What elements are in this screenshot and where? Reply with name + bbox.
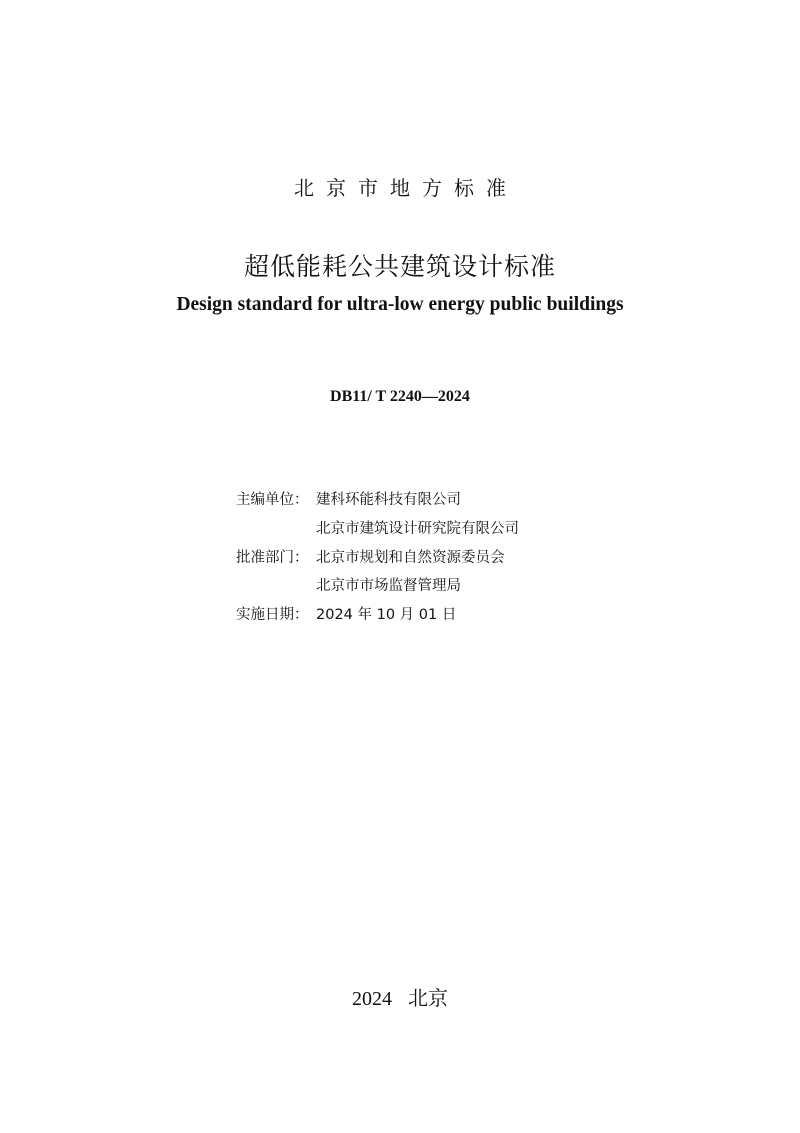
footer-city: 北京 <box>408 986 448 1010</box>
info-row-approval-dept <box>236 544 519 573</box>
info-block <box>236 486 519 630</box>
info-label: 主编单位： <box>236 492 309 508</box>
footer-year: 2024 <box>352 988 392 1010</box>
info-label <box>236 572 316 601</box>
info-label: 批准部门： <box>236 549 309 566</box>
standard-type-heading: 北京市地方标准 <box>294 176 518 200</box>
info-row-chief-editor-2 <box>236 515 519 544</box>
info-row-approval-dept-2 <box>236 572 519 601</box>
info-value: 建科环能科技有限公司 <box>316 492 461 508</box>
footer <box>0 982 800 1011</box>
info-row-chief-editor <box>236 486 519 515</box>
title-english: Design standard for ultra-low energy public buildings <box>176 294 624 315</box>
info-value: 北京市建筑设计研究院有限公司 <box>316 520 519 537</box>
info-value: 北京市市场监督管理局 <box>316 578 461 595</box>
standard-code: DB11/ T 2240—2024 <box>330 388 470 405</box>
info-row-effective-date <box>236 601 519 630</box>
info-label <box>236 515 316 544</box>
title-chinese: 超低能耗公共建筑设计标准 <box>243 252 556 281</box>
info-value: 北京市规划和自然资源委员会 <box>316 549 505 566</box>
info-label: 实施日期： <box>236 607 309 624</box>
info-value: 2024 年 10 月 01 日 <box>316 607 457 624</box>
